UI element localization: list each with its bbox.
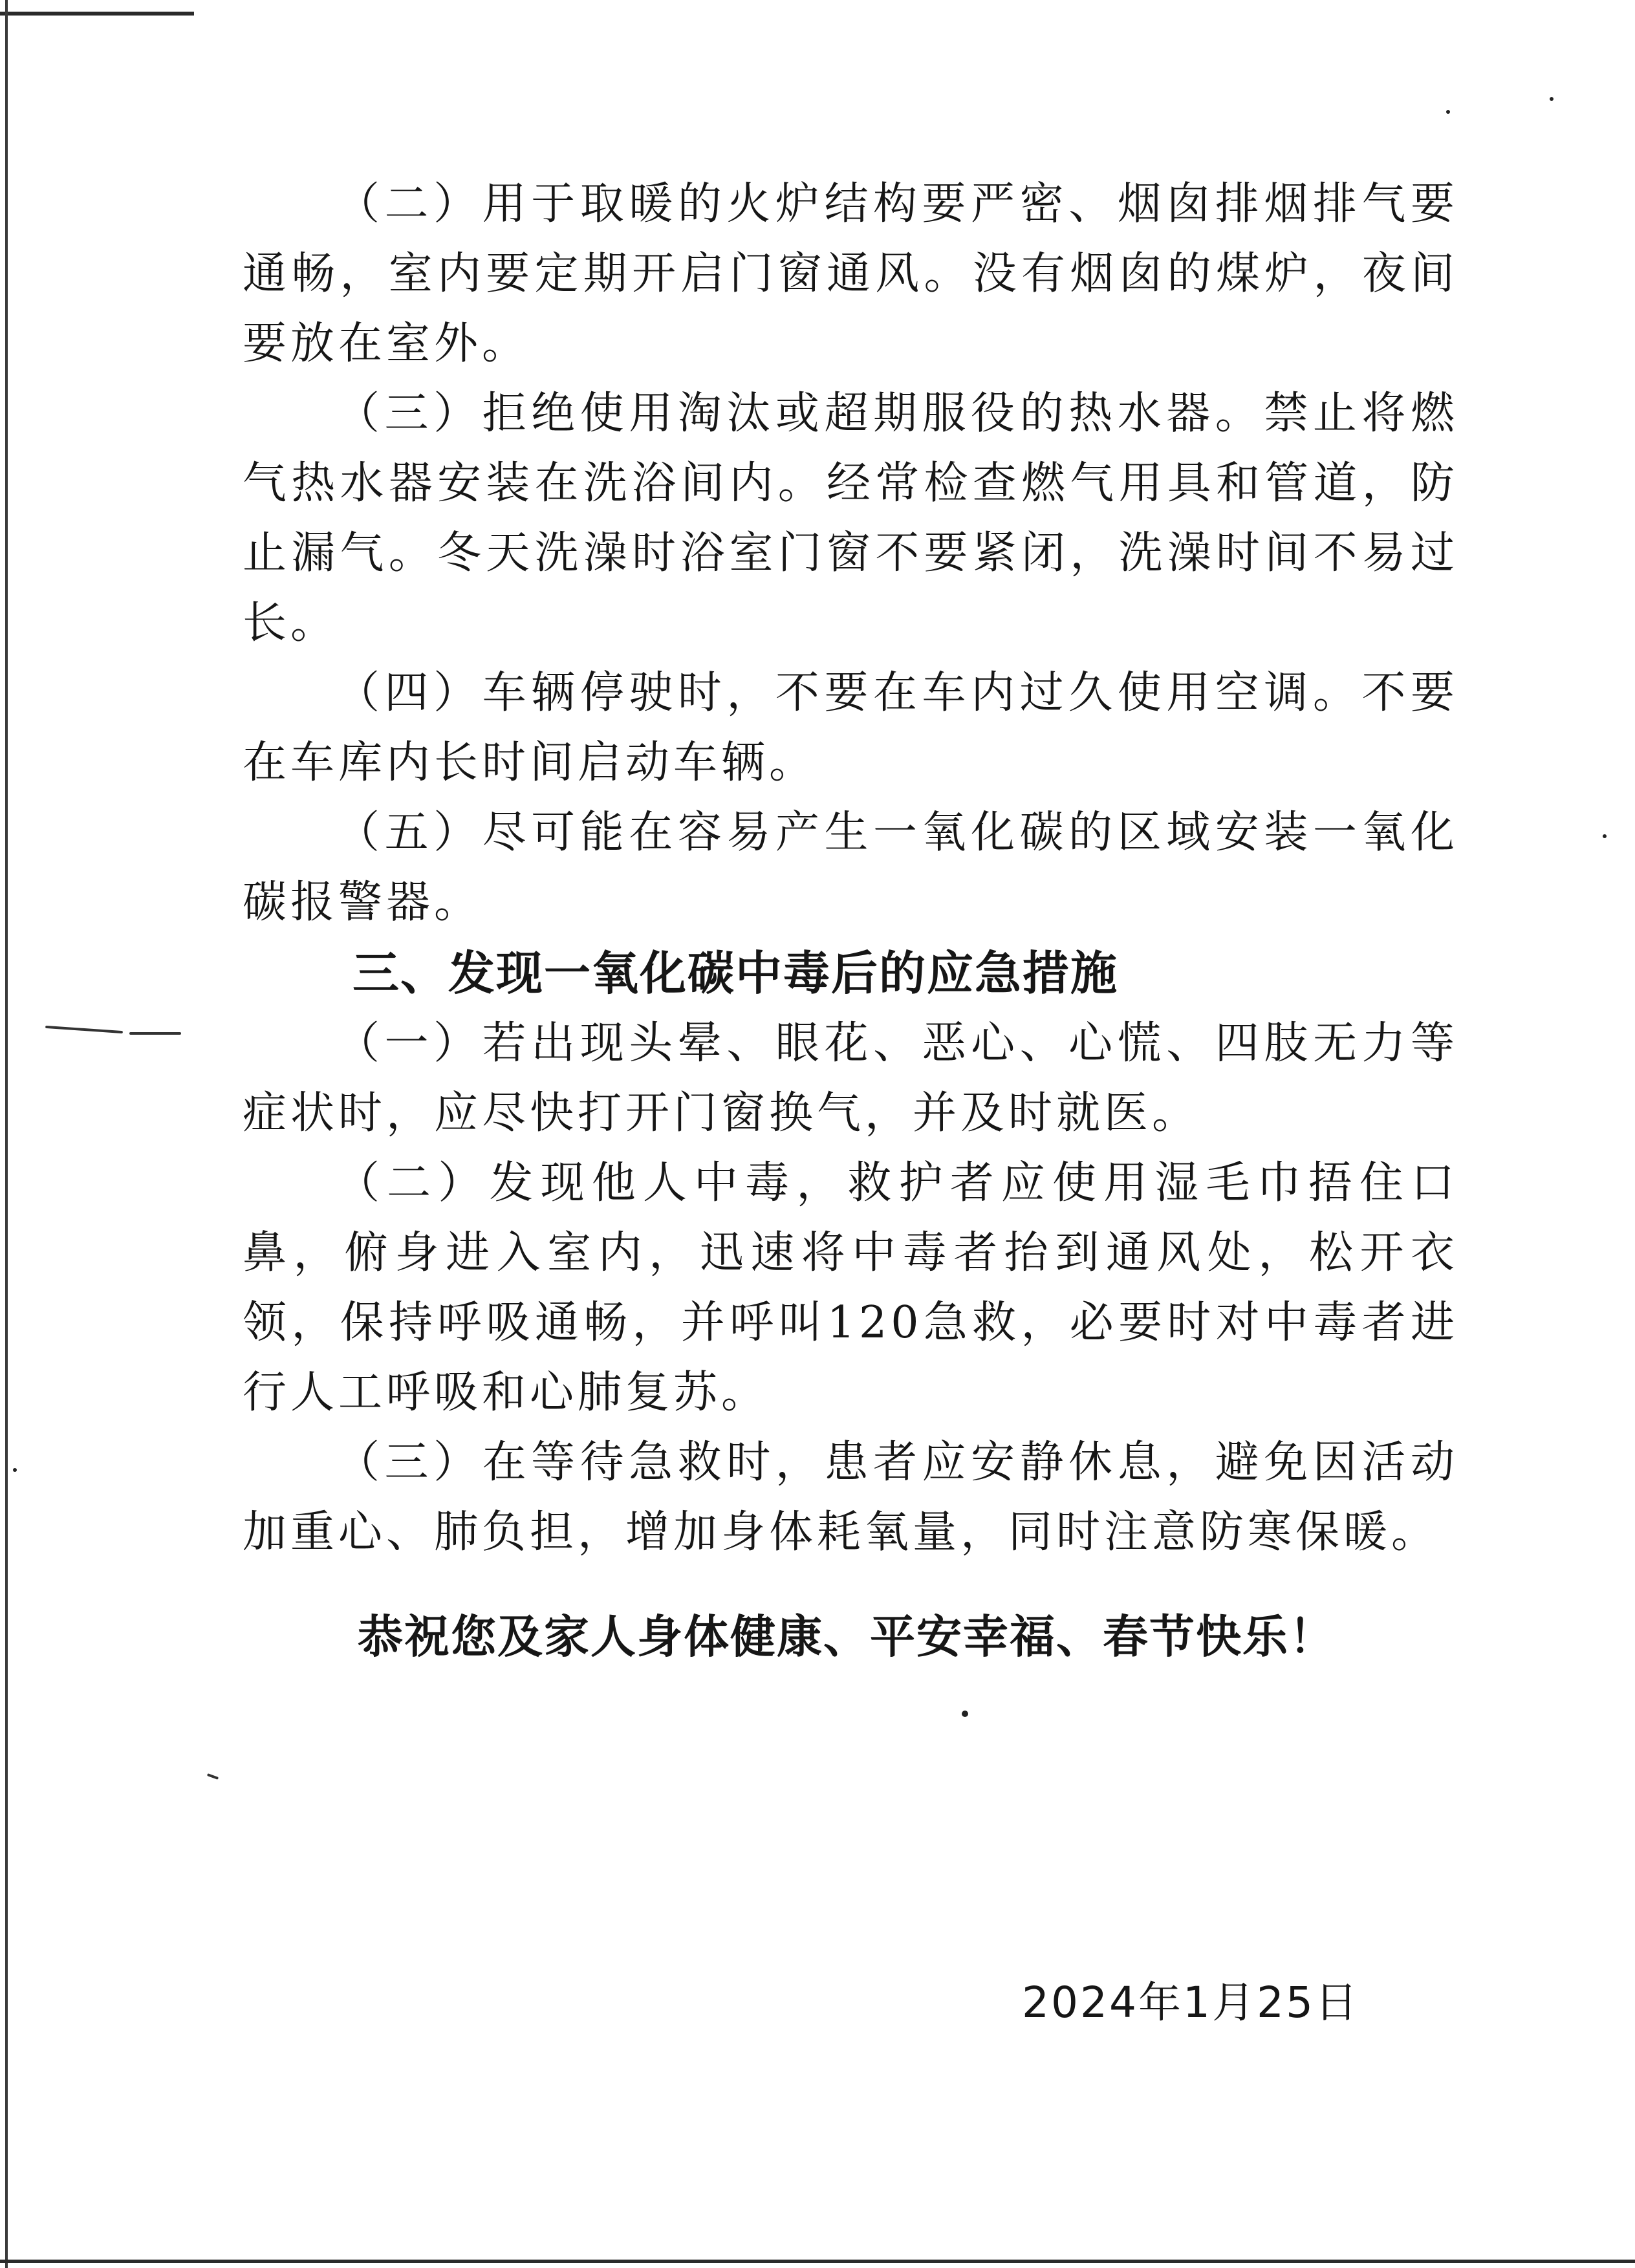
scan-speck: [962, 1711, 968, 1717]
scan-artifact: [45, 1026, 123, 1033]
paragraph-emergency-1: （一）若出现头晕、眼花、恶心、心慌、四肢无力等症状时，应尽快打开门窗换气，并及时就医。: [243, 1018, 1458, 1139]
scan-speck: [1446, 110, 1450, 114]
scan-speck: [1550, 97, 1554, 101]
paragraph-item-5: （五）尽可能在容易产生一氧化碳的区域安装一氧化碳报警器。: [243, 807, 1458, 928]
paragraph-item-2: （二）用于取暖的火炉结构要严密、烟囱排烟排气要通畅，室内要定期开启门窗通风。没有烟囱的煤炉，夜间要放在室外。: [243, 178, 1458, 369]
scan-edge-left: [5, 0, 8, 2268]
scan-edge-bottom: [0, 2260, 1635, 2263]
scan-artifact: [207, 1773, 219, 1780]
document-date: 2024年1月25日: [1022, 1978, 1359, 2027]
scan-speck: [1603, 834, 1607, 838]
scan-speck: [13, 1468, 17, 1472]
scan-artifact: [129, 1032, 181, 1035]
paragraph-emergency-2: （二）发现他人中毒，救护者应使用湿毛巾捂住口鼻，俯身进入室内，迅速将中毒者抬到通风处，松开衣领，保持呼吸通畅，并呼叫120急救，必要时对中毒者进行人工呼吸和心肺复苏。: [243, 1158, 1458, 1418]
paragraph-item-3: （三）拒绝使用淘汰或超期服役的热水器。禁止将燃气热水器安装在洗浴间内。经常检查燃气用具和管道，防止漏气。冬天洗澡时浴室门窗不要紧闭，洗澡时间不易过长。: [243, 388, 1458, 649]
scan-edge-top: [0, 12, 194, 16]
paragraph-item-4: （四）车辆停驶时，不要在车内过久使用空调。不要在车库内长时间启动车辆。: [243, 667, 1458, 788]
closing-greeting: 恭祝您及家人身体健康、平安幸福、春节快乐！: [358, 1610, 1336, 1663]
document-body: [243, 169, 1458, 1672]
section-heading: 三、发现一氧化碳中毒后的应急措施: [352, 946, 1119, 1000]
paragraph-emergency-3: （三）在等待急救时，患者应安静休息，避免因活动加重心、肺负担，增加身体耗氧量，同时注意防寒保暖。: [243, 1437, 1458, 1558]
